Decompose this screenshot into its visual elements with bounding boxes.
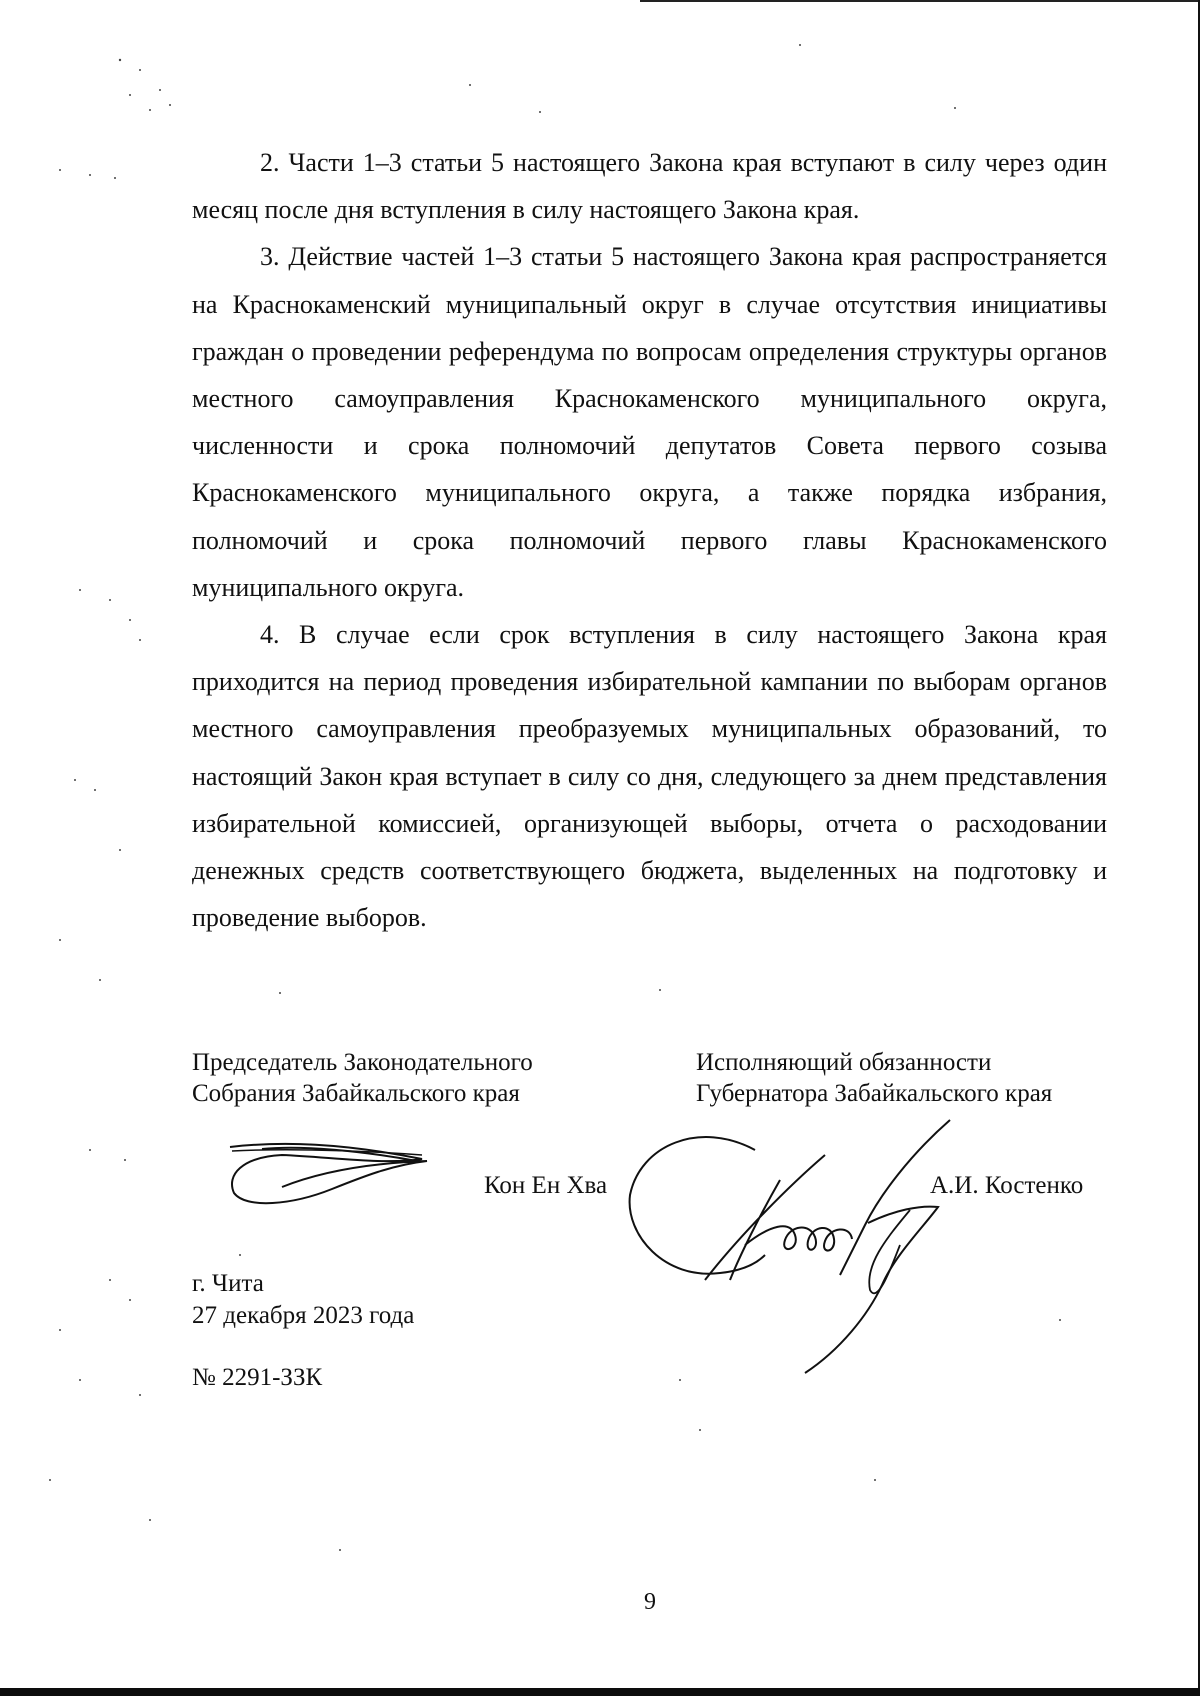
left-signatory-name: Кон Ен Хва (484, 1172, 608, 1199)
right-signature-icon (620, 1115, 1010, 1385)
document-number: № 2291-ЗЗК (192, 1364, 323, 1391)
adoption-date: 27 декабря 2023 года (192, 1302, 415, 1329)
right-title-line-1: Исполняющий обязанности (696, 1049, 992, 1076)
law-body (192, 139, 1107, 941)
paragraph-3: 3. Действие частей 1–3 статьи 5 настоящего Закона края распространяется на Краснокаменский муниципальный округ в случае отсутствия инициативы граждан о проведении референдума по вопросам определения структуры органов местного самоуправления Краснокаменского муниципального округа, численности и срока полномочий депутатов Совета первого созыва Краснокаменского муниципального округа, а также порядка избрания, полномочий и срока полномочий первого главы Краснокаменского муниципального округа. (192, 242, 1107, 602)
city: г. Чита (192, 1270, 264, 1297)
left-title-line-2: Собрания Забайкальского края (192, 1080, 520, 1107)
right-title-line-2: Губернатора Забайкальского края (696, 1080, 1053, 1107)
right-signatory-name: А.И. Костенко (930, 1172, 1084, 1199)
paragraph-4: 4. В случае если срок вступления в силу настоящего Закона края приходится на период проведения избирательной кампании по выборам органов местного самоуправления преобразуемых муниципальных образований, то настоящий Закон края вступает в силу со дня, следующего за днем представления избирательной комиссией, организующей выборы, отчета о расходовании денежных средств соответствующего бюджета, выделенных на подготовку и проведение выборов. (192, 620, 1107, 933)
left-signatory-title (192, 1047, 622, 1109)
page-number: 9 (644, 1589, 656, 1615)
paragraph-2: 2. Части 1–3 статьи 5 настоящего Закона края вступают в силу через один месяц после дня вступления в силу настоящего Закона края. (192, 148, 1107, 225)
scan-edge-bottom (0, 1688, 1200, 1696)
right-signatory-title (696, 1047, 1176, 1109)
left-signature-icon (222, 1135, 432, 1215)
left-title-line-1: Председатель Законодательного (192, 1049, 533, 1076)
scan-edge-top (640, 0, 1200, 2)
